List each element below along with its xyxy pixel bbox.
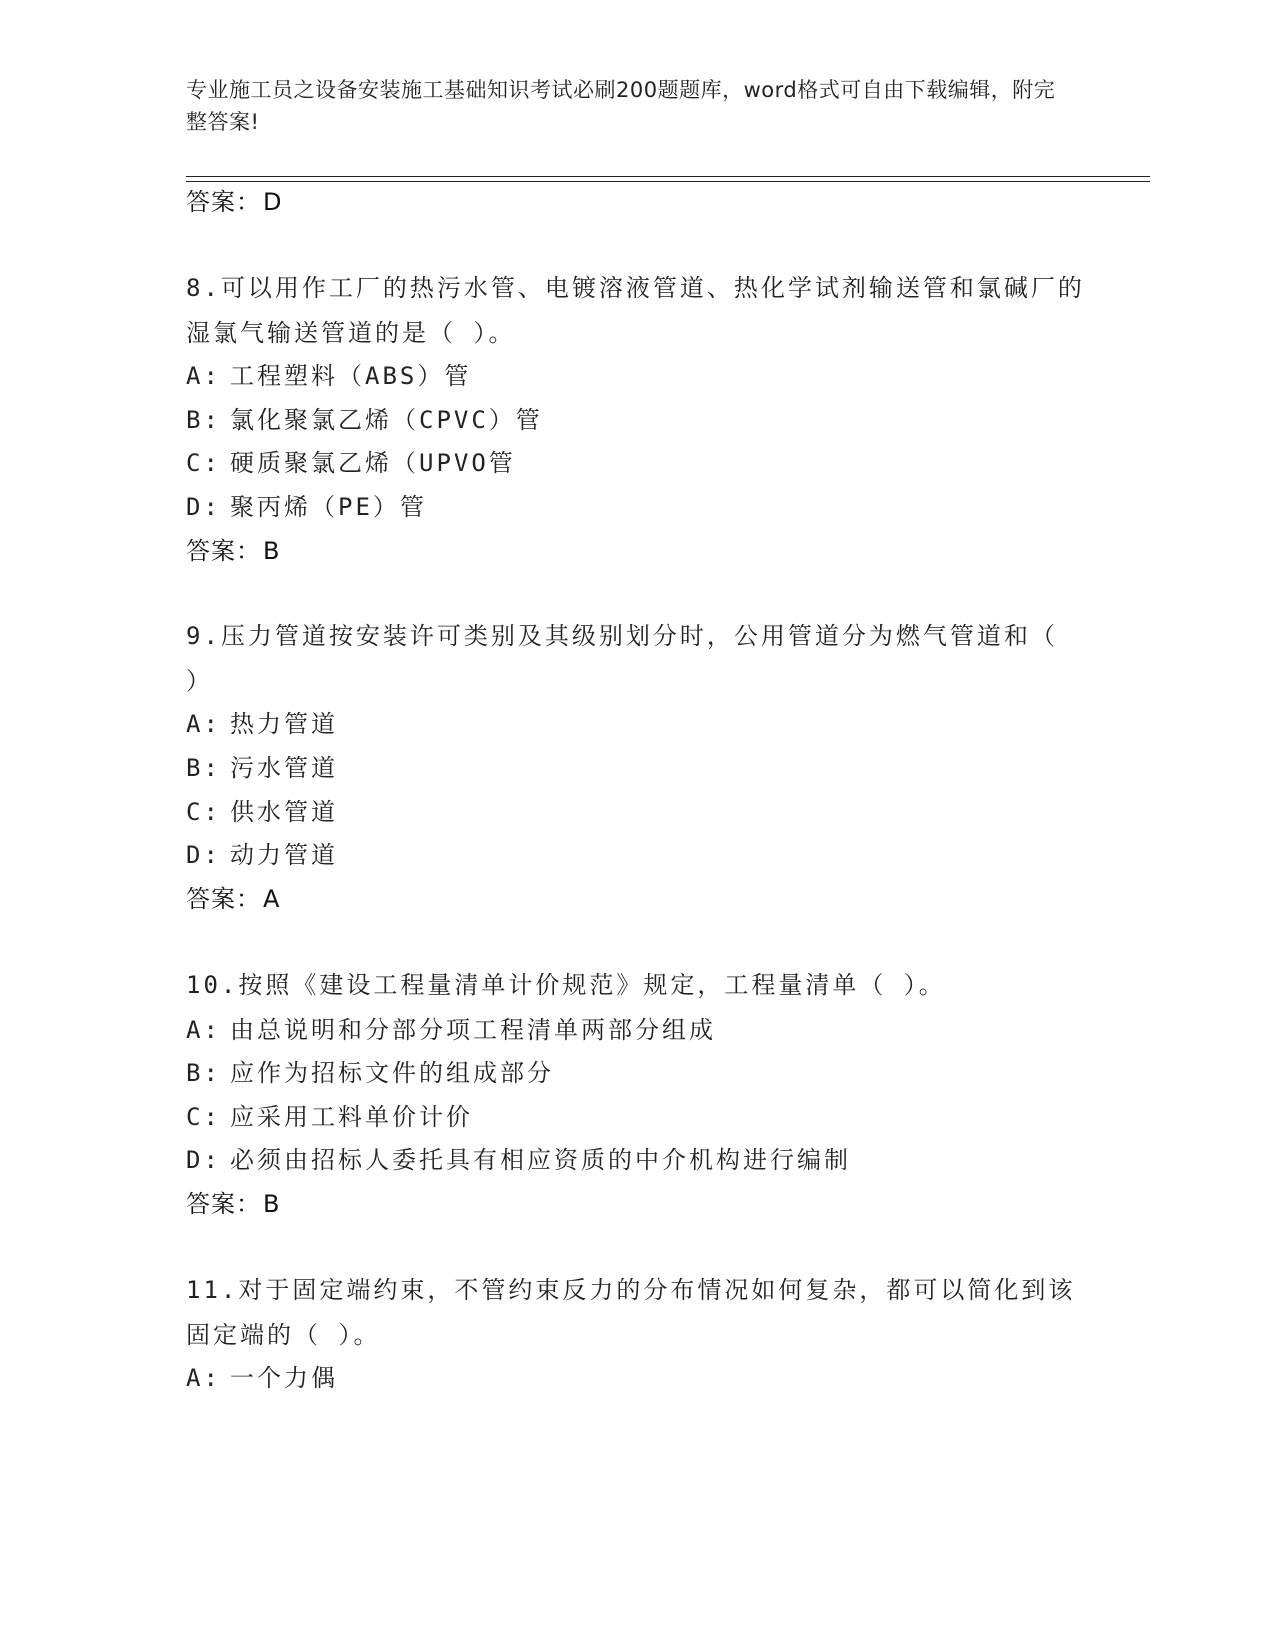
option-text: 应作为招标文件的组成部分 [230,1059,554,1087]
option-key: B: [186,754,221,782]
option-text: 由总说明和分部分项工程清单两部分组成 [230,1016,716,1044]
answer-label: 答案： [186,188,261,216]
answer-value: A [263,885,281,913]
question-text: 10.按照《建设工程量清单计价规范》规定，工程量清单（ ）。 [186,971,946,999]
option-key: A: [186,1364,221,1392]
answer-value: B [263,537,281,565]
option-key: C: [186,449,221,477]
answer-line [186,186,282,218]
answer-line [186,883,280,915]
option-text: 硬质聚氯乙烯（UPVO管 [230,449,516,477]
option-text: 氯化聚氯乙烯（CPVC）管 [230,406,543,434]
option-key: D: [186,493,221,521]
option-text: 必须由招标人委托具有相应资质的中介机构进行编制 [230,1146,851,1174]
option-key: D: [186,841,221,869]
answer-label: 答案： [186,537,261,565]
option-c [186,1101,473,1133]
answer-label: 答案： [186,885,261,913]
option-c [186,447,516,479]
option-text: 供水管道 [230,798,338,826]
option-key: A: [186,710,221,738]
option-key: C: [186,1103,221,1131]
option-d [186,491,427,523]
option-key: A: [186,1016,221,1044]
answer-line [186,535,280,567]
option-a [186,360,471,392]
option-b [186,752,338,784]
option-c [186,796,338,828]
option-b [186,404,543,436]
option-a [186,1014,716,1046]
option-key: B: [186,1059,221,1087]
answer-value: D [263,188,283,216]
option-text: 热力管道 [230,710,338,738]
header-divider [186,176,1150,177]
option-key: A: [186,362,221,390]
option-key: B: [186,406,221,434]
option-a [186,1362,338,1394]
option-b [186,1057,554,1089]
question-text: 11.对于固定端约束，不管约束反力的分布情况如何复杂，都可以简化到该固定端的（ ）。 [186,1276,1076,1349]
option-text: 应采用工料单价计价 [230,1103,473,1131]
answer-line [186,1188,280,1220]
option-a [186,708,338,740]
option-text: 聚丙烯（PE）管 [230,493,427,521]
option-d [186,839,338,871]
option-text: 一个力偶 [230,1364,338,1392]
header-divider [186,181,1150,182]
answer-value: B [263,1190,281,1218]
question-text: 9.压力管道按安装许可类别及其级别划分时，公用管道分为燃气管道和（ ） [186,622,1058,695]
question-text: 8.可以用作工厂的热污水管、电镀溶液管道、热化学试剂输送管和氯碱厂的湿氯气输送管道的是（ ）。 [186,274,1085,347]
option-text: 工程塑料（ABS）管 [230,362,472,390]
answer-label: 答案： [186,1190,261,1218]
option-key: C: [186,798,221,826]
document-header: 专业施工员之设备安装施工基础知识考试必刷200题题库，word格式可自由下载编辑，附完整答案! [186,78,1056,134]
option-key: D: [186,1146,221,1174]
option-text: 动力管道 [230,841,338,869]
option-text: 污水管道 [230,754,338,782]
option-d [186,1144,851,1176]
